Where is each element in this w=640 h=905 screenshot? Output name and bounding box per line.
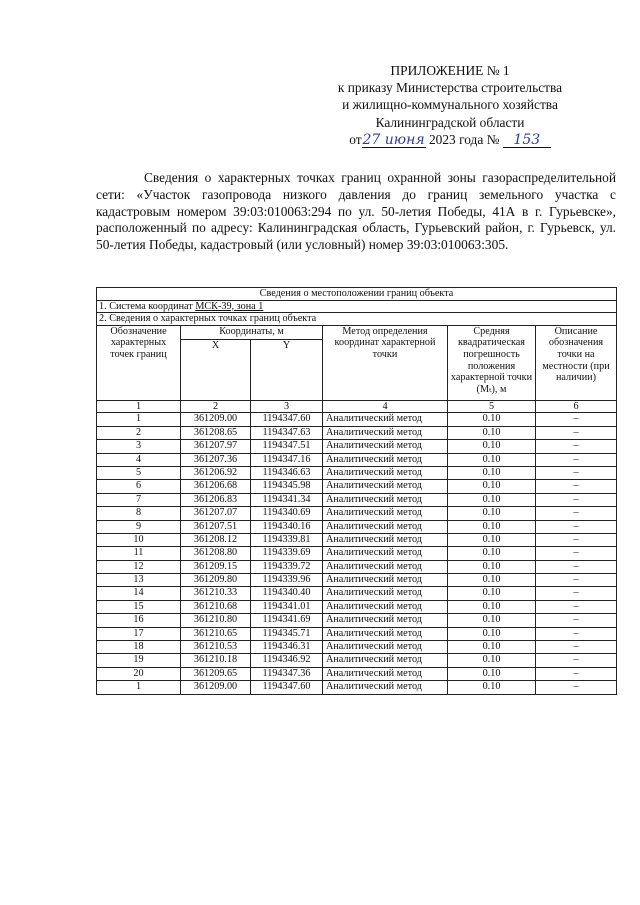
method-cell: Аналитический метод	[323, 627, 448, 640]
table-row	[97, 413, 617, 426]
info-paragraph-block	[96, 170, 616, 254]
handwritten-date: 27 июня	[362, 131, 425, 148]
method-cell: Аналитический метод	[323, 533, 448, 546]
method-cell: Аналитический метод	[323, 574, 448, 587]
header-description: Описание обозначения точки на местности (при наличии)	[536, 325, 617, 400]
table-row	[97, 480, 617, 493]
error-cell: 0.10	[448, 440, 536, 453]
error-cell: 0.10	[448, 480, 536, 493]
point-id-cell: 3	[97, 440, 181, 453]
table-title: Сведения о местоположении границ объекта	[97, 288, 617, 301]
header-y: Y	[251, 339, 323, 400]
handwritten-number: 153	[513, 131, 541, 148]
appendix-line-2: и жилищно-коммунального хозяйства	[342, 97, 558, 113]
y-coordinate-cell: 1194346.63	[251, 466, 323, 479]
y-coordinate-cell: 1194339.96	[251, 574, 323, 587]
error-cell: 0.10	[448, 520, 536, 533]
error-cell: 0.10	[448, 466, 536, 479]
method-cell: Аналитический метод	[323, 453, 448, 466]
description-cell: –	[536, 520, 617, 533]
y-coordinate-cell: 1194339.81	[251, 533, 323, 546]
y-coordinate-cell: 1194347.63	[251, 426, 323, 439]
y-coordinate-cell: 1194339.69	[251, 547, 323, 560]
point-id-cell: 13	[97, 574, 181, 587]
table-row	[97, 587, 617, 600]
description-cell: –	[536, 493, 617, 506]
method-cell: Аналитический метод	[323, 681, 448, 694]
x-coordinate-cell: 361208.12	[181, 533, 251, 546]
x-coordinate-cell: 361208.65	[181, 426, 251, 439]
table-row	[97, 493, 617, 506]
header-coords: Координаты, м	[181, 325, 323, 339]
header-method: Метод определения координат характерной точки	[323, 325, 448, 400]
coordinate-system-label: 1. Система координат	[99, 300, 193, 312]
description-cell: –	[536, 587, 617, 600]
point-id-cell: 2	[97, 426, 181, 439]
x-coordinate-cell: 361209.15	[181, 560, 251, 573]
y-coordinate-cell: 1194341.34	[251, 493, 323, 506]
appendix-line-1: к приказу Министерства строительства	[337, 80, 563, 96]
method-cell: Аналитический метод	[323, 654, 448, 667]
error-cell: 0.10	[448, 681, 536, 694]
y-coordinate-cell: 1194347.16	[251, 453, 323, 466]
column-number-cell: 1	[97, 400, 181, 413]
table-body	[97, 413, 617, 694]
x-coordinate-cell: 361210.80	[181, 614, 251, 627]
table-row	[97, 533, 617, 546]
x-coordinate-cell: 361210.65	[181, 627, 251, 640]
method-cell: Аналитический метод	[323, 413, 448, 426]
y-coordinate-cell: 1194340.69	[251, 507, 323, 520]
appendix-line-3: Калининградской области	[375, 114, 525, 130]
description-cell: –	[536, 641, 617, 654]
point-id-cell: 10	[97, 533, 181, 546]
y-coordinate-cell: 1194346.31	[251, 641, 323, 654]
x-coordinate-cell: 361209.00	[181, 681, 251, 694]
table-row	[97, 466, 617, 479]
table-row	[97, 667, 617, 680]
point-id-cell: 19	[97, 654, 181, 667]
y-coordinate-cell: 1194346.92	[251, 654, 323, 667]
column-number-cell: 5	[448, 400, 536, 413]
point-id-cell: 1	[97, 413, 181, 426]
method-cell: Аналитический метод	[323, 466, 448, 479]
y-coordinate-cell: 1194339.72	[251, 560, 323, 573]
table-row	[97, 560, 617, 573]
x-coordinate-cell: 361207.97	[181, 440, 251, 453]
order-date-line	[300, 131, 600, 148]
method-cell: Аналитический метод	[323, 520, 448, 533]
table-row	[97, 641, 617, 654]
y-coordinate-cell: 1194341.69	[251, 614, 323, 627]
y-coordinate-cell: 1194340.16	[251, 520, 323, 533]
description-cell: –	[536, 440, 617, 453]
point-id-cell: 6	[97, 480, 181, 493]
error-cell: 0.10	[448, 654, 536, 667]
description-cell: –	[536, 681, 617, 694]
description-cell: –	[536, 480, 617, 493]
y-coordinate-cell: 1194341.01	[251, 600, 323, 613]
x-coordinate-cell: 361207.07	[181, 507, 251, 520]
method-cell: Аналитический метод	[323, 614, 448, 627]
error-cell: 0.10	[448, 641, 536, 654]
table-row	[97, 426, 617, 439]
x-coordinate-cell: 361208.80	[181, 547, 251, 560]
method-cell: Аналитический метод	[323, 547, 448, 560]
error-cell: 0.10	[448, 426, 536, 439]
date-year: 2023 года №	[428, 131, 500, 147]
method-cell: Аналитический метод	[323, 493, 448, 506]
points-section-title: 2. Сведения о характерных точках границ объекта	[97, 313, 617, 326]
table-row	[97, 507, 617, 520]
point-id-cell: 8	[97, 507, 181, 520]
header-error: Средняя квадратическая погрешность положения характерной точки (Mₜ), м	[448, 325, 536, 400]
description-cell: –	[536, 507, 617, 520]
table-row	[97, 627, 617, 640]
error-cell: 0.10	[448, 453, 536, 466]
point-id-cell: 7	[97, 493, 181, 506]
table-row	[97, 681, 617, 694]
x-coordinate-cell: 361206.68	[181, 480, 251, 493]
point-id-cell: 20	[97, 667, 181, 680]
point-id-cell: 17	[97, 627, 181, 640]
appendix-title: ПРИЛОЖЕНИЕ № 1	[390, 63, 510, 78]
method-cell: Аналитический метод	[323, 480, 448, 493]
x-coordinate-cell: 361210.33	[181, 587, 251, 600]
column-number-row	[97, 400, 617, 413]
point-id-cell: 4	[97, 453, 181, 466]
coordinate-system-row	[97, 300, 617, 313]
description-cell: –	[536, 560, 617, 573]
description-cell: –	[536, 466, 617, 479]
method-cell: Аналитический метод	[323, 560, 448, 573]
error-cell: 0.10	[448, 627, 536, 640]
error-cell: 0.10	[448, 560, 536, 573]
coordinate-system-value: МСК-39, зона 1	[195, 300, 264, 312]
y-coordinate-cell: 1194340.40	[251, 587, 323, 600]
table-row	[97, 453, 617, 466]
header-point: Обозначение характерных точек границ	[97, 325, 181, 400]
error-cell: 0.10	[448, 667, 536, 680]
point-id-cell: 5	[97, 466, 181, 479]
point-id-cell: 9	[97, 520, 181, 533]
description-cell: –	[536, 654, 617, 667]
description-cell: –	[536, 614, 617, 627]
table-row	[97, 600, 617, 613]
method-cell: Аналитический метод	[323, 641, 448, 654]
table-row	[97, 614, 617, 627]
method-cell: Аналитический метод	[323, 587, 448, 600]
info-paragraph: Сведения о характерных точках границ охранной зоны газораспределительной сети: «Участок газопровода низкого давления до границ земельного участка с кадастровым номером 39:03:010063:294 по ул. 50-летия Победы, 41А в г. Гурьевске», расположенный по адресу: Калининградская область, Гурьевский район, г. Гурьевск, ул. 50-летия Победы, кадастровый (или условный) номер 39:03:010063:305.	[96, 170, 616, 253]
x-coordinate-cell: 361209.00	[181, 413, 251, 426]
y-coordinate-cell: 1194347.60	[251, 681, 323, 694]
point-id-cell: 11	[97, 547, 181, 560]
point-id-cell: 16	[97, 614, 181, 627]
appendix-header	[300, 62, 600, 148]
description-cell: –	[536, 600, 617, 613]
description-cell: –	[536, 426, 617, 439]
method-cell: Аналитический метод	[323, 440, 448, 453]
error-cell: 0.10	[448, 493, 536, 506]
number-blank	[503, 133, 551, 148]
y-coordinate-cell: 1194347.36	[251, 667, 323, 680]
error-cell: 0.10	[448, 600, 536, 613]
description-cell: –	[536, 547, 617, 560]
method-cell: Аналитический метод	[323, 667, 448, 680]
column-number-cell: 2	[181, 400, 251, 413]
point-id-cell: 1	[97, 681, 181, 694]
date-prefix: от	[349, 131, 362, 147]
error-cell: 0.10	[448, 614, 536, 627]
y-coordinate-cell: 1194345.71	[251, 627, 323, 640]
x-coordinate-cell: 361207.51	[181, 520, 251, 533]
error-cell: 0.10	[448, 413, 536, 426]
error-cell: 0.10	[448, 574, 536, 587]
table-row	[97, 574, 617, 587]
error-cell: 0.10	[448, 547, 536, 560]
point-id-cell: 18	[97, 641, 181, 654]
y-coordinate-cell: 1194345.98	[251, 480, 323, 493]
point-id-cell: 14	[97, 587, 181, 600]
description-cell: –	[536, 533, 617, 546]
y-coordinate-cell: 1194347.60	[251, 413, 323, 426]
method-cell: Аналитический метод	[323, 426, 448, 439]
x-coordinate-cell: 361206.83	[181, 493, 251, 506]
method-cell: Аналитический метод	[323, 600, 448, 613]
table-row	[97, 520, 617, 533]
error-cell: 0.10	[448, 587, 536, 600]
x-coordinate-cell: 361210.53	[181, 641, 251, 654]
boundary-points-table	[96, 287, 617, 695]
point-id-cell: 12	[97, 560, 181, 573]
error-cell: 0.10	[448, 507, 536, 520]
table-row	[97, 547, 617, 560]
error-cell: 0.10	[448, 533, 536, 546]
description-cell: –	[536, 667, 617, 680]
x-coordinate-cell: 361209.65	[181, 667, 251, 680]
column-number-cell: 4	[323, 400, 448, 413]
method-cell: Аналитический метод	[323, 507, 448, 520]
description-cell: –	[536, 627, 617, 640]
y-coordinate-cell: 1194347.51	[251, 440, 323, 453]
x-coordinate-cell: 361210.18	[181, 654, 251, 667]
table-row	[97, 440, 617, 453]
x-coordinate-cell: 361209.80	[181, 574, 251, 587]
description-cell: –	[536, 413, 617, 426]
table-row	[97, 654, 617, 667]
date-blank	[362, 133, 426, 148]
description-cell: –	[536, 574, 617, 587]
x-coordinate-cell: 361207.36	[181, 453, 251, 466]
header-x: X	[181, 339, 251, 400]
description-cell: –	[536, 453, 617, 466]
point-id-cell: 15	[97, 600, 181, 613]
x-coordinate-cell: 361206.92	[181, 466, 251, 479]
x-coordinate-cell: 361210.68	[181, 600, 251, 613]
column-number-cell: 6	[536, 400, 617, 413]
column-number-cell: 3	[251, 400, 323, 413]
